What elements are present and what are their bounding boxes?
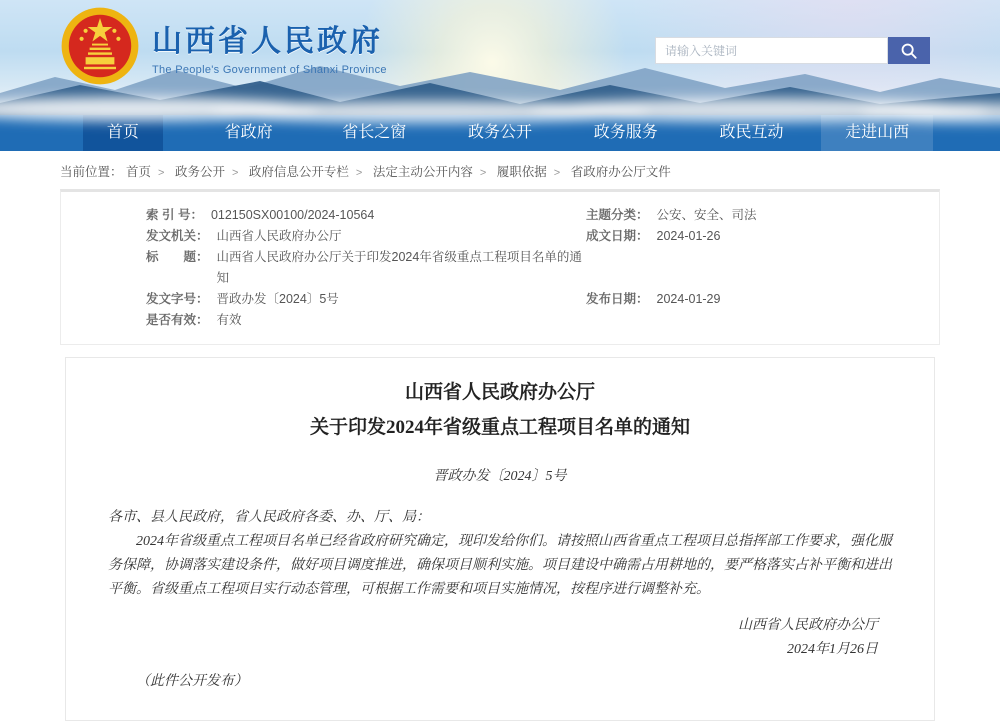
meta-index-number [146,205,586,226]
signature-agency: 山西省人民政府办公厅 [738,617,878,633]
meta-validity-label: 是否有效： [146,313,209,327]
site-brand [60,6,387,86]
meta-issuing-agency [146,226,586,247]
breadcrumb-duty-basis[interactable]: 履职依据 [496,165,547,179]
site-header [0,0,1000,115]
document-paragraph: 2024年省级重点工程项目名单已经省政府研究确定，现印发给你们。请按照山西省重点工程项目总指挥部工作要求，强化服务保障，协调落实建设条件，做好项目调度推进，确保项目顺利实施。项目建设中确需占用耕地的，要严格落实占补平衡和进出平衡。省级重点工程项目实行动态管理，可根据工作需要和项目实施情况，按程序进行调整补充。 [108,533,892,597]
document-meta-box [60,189,940,345]
breadcrumb-office-documents[interactable]: 省政府办公厅文件 [570,165,671,179]
nav-item-gov-disclosure[interactable]: 政务公开 [468,124,533,141]
breadcrumb-info-column[interactable]: 政府信息公开专栏 [248,165,349,179]
nav-item-enter-shanxi[interactable]: 走进山西 [821,115,933,151]
breadcrumb [60,151,940,189]
search-icon [899,41,919,61]
meta-issuing-agency-label: 发文机关： [146,229,209,243]
nav-item-interaction[interactable]: 政民互动 [719,124,784,141]
meta-empty-cell [586,310,919,331]
meta-publish-date-label: 发布日期： [586,292,649,306]
breadcrumb-statutory-content[interactable]: 法定主动公开内容 [372,165,473,179]
meta-doc-number [146,289,586,310]
document-salutation: 各市、县人民政府，省人民政府各委、办、厅、局： [108,509,430,525]
meta-written-date-label: 成文日期： [586,229,649,243]
site-subtitle: The People's Government of Shanxi Province [152,64,387,76]
meta-written-date-value: 2024-01-26 [656,229,721,243]
document-title-line2: 关于印发2024年省级重点工程项目名单的通知 [309,416,690,438]
meta-title [146,247,586,289]
meta-validity [146,310,586,331]
meta-issuing-agency-value: 山西省人民政府办公厅 [216,229,342,243]
meta-index-number-value: 012150SX00100/2024-10564 [210,208,375,222]
breadcrumb-separator: > [553,167,561,179]
meta-topic-category [586,205,919,226]
breadcrumb-separator: > [231,167,239,179]
document-title-line1: 山西省人民政府办公厅 [404,382,595,403]
meta-doc-number-label: 发文字号： [146,292,209,306]
meta-title-label: 标 题： [146,250,209,264]
breadcrumb-separator: > [479,167,487,179]
meta-publish-date [586,289,919,310]
meta-publish-date-value: 2024-01-29 [656,292,721,306]
meta-title-value: 山西省人民政府办公厅关于印发2024年省级重点工程项目名单的通知 [216,250,582,285]
meta-index-number-label: 索 引 号： [146,208,203,222]
search-button[interactable] [888,37,930,64]
nav-item-gov-services[interactable]: 政务服务 [593,124,658,141]
meta-topic-category-value: 公安、安全、司法 [656,208,757,222]
meta-doc-number-value: 晋政办发〔2024〕5号 [216,292,339,306]
site-title-block [152,16,387,76]
breadcrumb-separator: > [355,167,363,179]
meta-empty-cell [586,247,919,289]
breadcrumb-prefix: 当前位置： [60,165,123,179]
meta-written-date [586,226,919,247]
document-body [108,506,892,602]
breadcrumb-separator: > [158,167,165,179]
national-emblem-icon [60,6,140,86]
breadcrumb-home[interactable]: 首页 [126,165,152,179]
meta-validity-value: 有效 [216,313,242,327]
document-number: 晋政办发〔2024〕5号 [433,468,567,484]
signature-block [108,614,892,662]
nav-item-governor-window[interactable]: 省长之窗 [342,124,407,141]
public-release-note: （此件公开发布） [136,673,248,689]
nav-item-home[interactable]: 首页 [83,115,163,151]
breadcrumb-gov-disclosure[interactable]: 政务公开 [174,165,225,179]
meta-topic-category-label: 主题分类： [586,208,649,222]
nav-item-provincial-government[interactable]: 省政府 [224,124,273,141]
site-title: 山西省人民政府 [152,25,383,58]
site-search [655,37,930,64]
document-content [65,357,935,721]
search-input[interactable] [655,37,888,64]
signature-date: 2024年1月26日 [787,641,878,657]
